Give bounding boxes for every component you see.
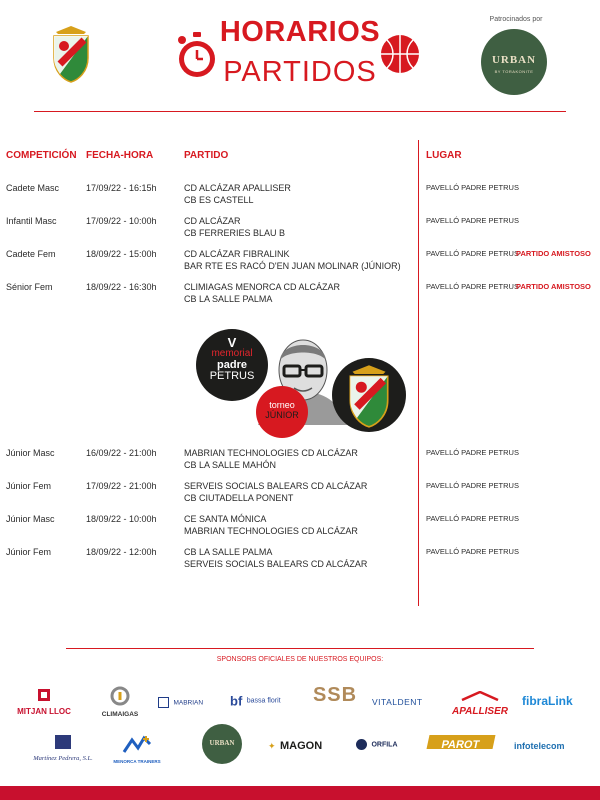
row-lugar: PAVELLÓ PADRE PETRUS (426, 183, 519, 192)
sponsor-name: fibraLink (522, 694, 573, 708)
urban-logo-main: URBAN (491, 54, 537, 66)
sponsor-name: bassa florit (246, 697, 281, 705)
row-visitante: CB CIUTADELLA PONENT (184, 493, 294, 503)
row-local: MABRIAN TECHNOLOGIES CD ALCÁZAR (184, 448, 358, 458)
sponsor-name: URBAN (209, 739, 235, 747)
row-fecha: 17/09/22 - 16:15h (86, 183, 157, 193)
row-fecha: 17/09/22 - 10:00h (86, 216, 157, 226)
row-lugar: PAVELLÓ PADRE PETRUS (426, 216, 519, 225)
torneo-badge (256, 386, 308, 438)
row-visitante: CB LA SALLE PALMA (184, 294, 273, 304)
memorial-word: memorial (211, 348, 253, 359)
footer-bar (0, 786, 600, 800)
column-divider (418, 140, 419, 606)
memorial-edition: V (227, 335, 237, 350)
orfila-icon (356, 739, 367, 750)
sponsor-logo-magon (268, 736, 338, 754)
row-local: CB LA SALLE PALMA (184, 547, 273, 557)
row-competicion: Sénior Fem (6, 282, 53, 292)
sponsor-name: CLIMAIGAS (101, 711, 139, 718)
sponsor-name: MITJAN LLOC (17, 707, 71, 716)
page-title-line1: HORARIOS (219, 16, 381, 48)
footer-divider (66, 648, 534, 649)
friendly-badge: PARTIDO AMISTOSO (516, 282, 591, 291)
row-local: CD ALCÁZAR (184, 216, 241, 226)
urban-logo-sub: BY TORAKONITE (494, 69, 534, 74)
sponsor-logo-fibralink (522, 692, 590, 710)
memorial-padre: padre (217, 359, 247, 371)
row-lugar: PAVELLÓ PADRE PETRUS (426, 481, 519, 490)
row-visitante: CB LA SALLE MAHÓN (184, 460, 277, 470)
sponsor-logo-menorca-trainers (112, 734, 162, 764)
sponsor-logo-urban (202, 724, 242, 764)
row-local: CLIMIAGAS MENORCA CD ALCÁZAR (184, 282, 341, 292)
row-visitante: BAR RTE ES RACÓ D'EN JUAN MOLINAR (JÚNIOR) (184, 261, 401, 271)
header-partido: PARTIDO (184, 150, 229, 161)
row-fecha: 18/09/22 - 16:30h (86, 282, 157, 292)
martinez-pedrera-icon (54, 734, 72, 750)
bassa-florit-icon: bf (230, 693, 243, 709)
torneo-category: JÚNIOR (265, 410, 299, 420)
memorial-badge (196, 329, 268, 401)
row-lugar: PAVELLÓ PADRE PETRUS (426, 514, 519, 523)
row-fecha: 18/09/22 - 15:00h (86, 249, 157, 259)
row-lugar: PAVELLÓ PADRE PETRUS (426, 448, 519, 457)
sponsor-name: SSB (312, 684, 358, 706)
header-competicion: COMPETICIÓN (6, 150, 77, 161)
header-divider (34, 111, 566, 112)
sponsor-logo-bassa-florit (230, 692, 296, 710)
sponsor-logo-mitjan-lloc (10, 688, 78, 716)
friendly-badge: PARTIDO AMISTOSO (516, 249, 591, 258)
row-visitante: CB FERRERIES BLAU B (184, 228, 286, 238)
row-competicion: Infantil Masc (6, 216, 57, 226)
row-competicion: Júnior Fem (6, 547, 52, 557)
sponsor-label: Patrocinados por (489, 16, 543, 23)
row-local: CD ALCÁZAR APALLISER (184, 183, 291, 193)
header-fecha-hora: FECHA-HORA (86, 150, 154, 161)
row-fecha: 17/09/22 - 21:00h (86, 481, 157, 491)
sponsors-title: SPONSORS OFICIALES DE NUESTROS EQUIPOS: (216, 656, 384, 663)
row-competicion: Júnior Fem (6, 481, 52, 491)
header-lugar: LUGAR (426, 150, 462, 161)
sponsor-name: MAGON (280, 740, 323, 752)
row-fecha: 18/09/22 - 12:00h (86, 547, 157, 557)
row-visitante: MABRIAN TECHNOLOGIES CD ALCÁZAR (184, 526, 358, 536)
row-competicion: Cadete Fem (6, 249, 56, 259)
sponsor-name: Martínez Pedrera, S.L. (33, 755, 93, 762)
row-competicion: Júnior Masc (6, 514, 55, 524)
magon-star-icon: ✦ (268, 741, 276, 751)
row-competicion: Júnior Masc (6, 448, 55, 458)
sponsor-name: MENORCA TRAINERS (113, 759, 161, 764)
row-local: SERVEIS SOCIALS BALEARS CD ALCÁZAR (184, 481, 368, 491)
torneo-label: torneo (269, 400, 295, 410)
row-lugar: PAVELLÓ PADRE PETRUS (426, 249, 519, 258)
row-competicion: Cadete Masc (6, 183, 60, 193)
row-lugar: PAVELLÓ PADRE PETRUS (426, 547, 519, 556)
row-fecha: 18/09/22 - 10:00h (86, 514, 157, 524)
row-local: CE SANTA MÓNICA (184, 514, 267, 524)
row-lugar: PAVELLÓ PADRE PETRUS (426, 282, 519, 291)
urban-sponsor-logo (481, 29, 547, 95)
club-crest-memorial (344, 363, 394, 429)
sponsor-logo-mabrian (158, 694, 220, 712)
memorial-petrus: PETRUS (209, 370, 255, 382)
row-fecha: 16/09/22 - 21:00h (86, 448, 157, 458)
sponsor-logo-martinez-pedrera (28, 734, 98, 762)
page-title-line2: PARTIDOS (223, 56, 377, 88)
row-local: CD ALCÁZAR FIBRALINK (184, 249, 290, 259)
basketball-icon (380, 34, 420, 74)
sponsor-logo-climaigas (90, 686, 150, 718)
sponsor-logo-parot (427, 735, 496, 749)
sponsor-logo-apalliser (444, 688, 516, 717)
sponsor-logo-orfila (356, 736, 416, 754)
climaigas-icon (110, 686, 130, 706)
sponsor-logo-infotelecom (514, 736, 590, 754)
mabrian-icon (158, 697, 169, 708)
apalliser-roof-icon (460, 691, 500, 701)
mitjan-lloc-icon (37, 688, 51, 702)
sponsor-name: infotelecom (514, 741, 565, 751)
sponsor-name: APALLISER (452, 706, 508, 717)
sponsor-name: PAROT (440, 739, 481, 751)
sponsor-name: ORFILA (371, 741, 398, 749)
sponsor-logo-vitaldent (372, 692, 440, 710)
sponsor-logo-ssb (306, 684, 364, 707)
row-visitante: SERVEIS SOCIALS BALEARS CD ALCÁZAR (184, 559, 368, 569)
sponsor-name: VITALDENT (372, 697, 423, 707)
row-visitante: CB ES CASTELL (184, 195, 254, 205)
menorca-trainers-icon (122, 734, 152, 754)
sponsor-name: MABRIAN (173, 699, 204, 707)
